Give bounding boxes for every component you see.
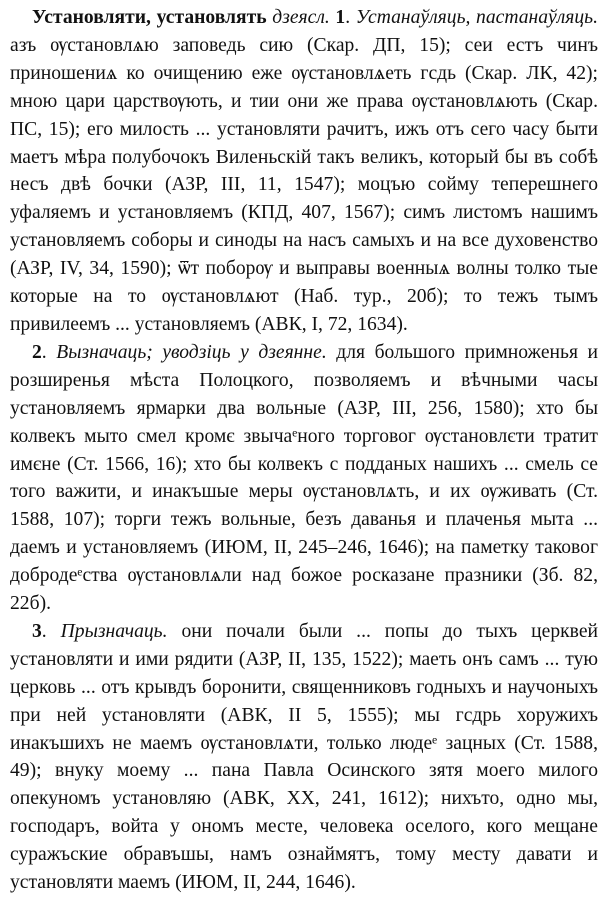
sense-gloss: Прызначаць. bbox=[60, 620, 168, 642]
sense-3-paragraph: 3. Прызначаць. они почали были ... попы до тыхъ церквей установляти и ими рядити (АЗР, II, 135, 1522); маеть онъ самъ ... тую церковь ... отъ крывдъ боронити, священниковъ годныхъ и научоныхъ при ней установляти (АВК, II 5, 1555); мы гсдрь хоружихъ инакъшихъ не маемъ ѹстановлѧти, только людеᵉ зацных (Ст. 1588, 49); внуку моему ... пана Павла Осинского зятя моего милого опекуномъ установляю (АВК, XX, 241, 1612); нихъто, одно мы, господаръ, войта у ономъ месте, человека оселого, кого мещане суражъские обравъшы, намъ ознаймятъ, тому месту давати и установляти маемъ (ИЮМ, II, 244, 1646). bbox=[10, 620, 598, 894]
sense-number: 1 bbox=[335, 7, 346, 28]
sense-1-paragraph: Установляти, установлять дзеясл. 1. Устанаўляць, пастанаўляць. азъ ѹстановлѧю заповедь сию (Скар. ДП, 15); сеи естъ чинъ приношениѧ ко очищению еже ѹстановлѧеть гсдь (Скар. ЛК, 42); мною цари царствѹють, и тии они же права ѹстановлѧють (Скар. ПС, 15); его милость ... установляти рачитъ, ижъ отъ сего часу быти маетъ мѣра полубочокъ Виленьскій такъ великъ, который бы въ собѣ несъ двѣ бочки (АЗР, III, 11, 1547); моцъю сойму теперешнего уфаляемъ и установляемъ (КПД, 407, 1567); симъ листомъ нашимъ установляемъ соборы и синоды на насъ самыхъ и на все духовенство (АЗР, IV, 34, 1590); ѿт поборѹ и выправы военныѧ волны толко тые которые на то ѹстановлѧют (Наб. тур., 20б); то тежъ тымъ привилеемъ ... установляемъ (АВК, I, 72, 1634). bbox=[10, 7, 598, 335]
sense-2-paragraph: 2. Вызначаць; уводзіць у дзеянне. для большого примноженья и розширенья мѣста Полоцкого, позволяемъ и вѣчными часы установляемъ ярмарки два вольные (АЗР, III, 256, 1580); хто бы колвекъ мыто смел кромє звычаᵉного торговог ѹстановлєти тратит имєне (Ст. 1566, 16); хто бы колвекъ с подданых нашихъ ... смель се того важити, и инакъшые меры ѹстановлѧть, и их ѹживать (Ст. 1588, 107); торги тежъ вольные, безъ даванья и плаченья мыта ... даемъ и установляемъ (ИЮМ, II, 245–246, 1646); на паметку таковог добродеᵉства ѹстановлѧли над божое росказане празники (Зб. 82, 22б). bbox=[10, 341, 599, 615]
sense-number: 3 bbox=[32, 620, 42, 642]
sense-citations: азъ ѹстановлѧю заповедь сию (Скар. ДП, 15); сеи естъ чинъ приношениѧ ко очищению еже ѹстановлѧеть гсдь (Скар. ЛК, 42); мною цари царствѹють, и тии они же права ѹстановлѧють (Скар. ПС, 15); его милость ... установляти рачитъ, ижъ отъ сего часу быти маетъ мѣра полубочокъ Виленьскій такъ великъ, который бы въ собѣ несъ двѣ бочки (АЗР, III, 11, 1547); моцъю сойму теперешнего уфаляемъ и установляемъ (КПД, 407, 1567); симъ листомъ нашимъ установляемъ соборы и синоды на насъ самыхъ и на все духовенство (АЗР, IV, 34, 1590); ѿт поборѹ и выправы военныѧ волны толко тые которые на то ѹстановлѧют (Наб. тур., 20б); то тежъ тымъ привилеемъ ... установляемъ (АВК, I, 72, 1634). bbox=[10, 34, 598, 335]
sense-number: 2 bbox=[32, 341, 42, 363]
sense-citations: они почали были ... попы до тыхъ церквей установляти и ими рядити (АЗР, II, 135, 1522); маеть онъ самъ ... тую церковь ... отъ крывдъ боронити, священниковъ годныхъ и научоныхъ при ней установляти (АВК, II 5, 1555); мы гсдрь хоружихъ инакъшихъ не маемъ ѹстановлѧти, только людеᵉ зацных (Ст. 1588, 49); внуку моему ... пана Павла Осинского зятя моего милого опекуномъ установляю (АВК, XX, 241, 1612); нихъто, одно мы, господаръ, войта у ономъ месте, человека оселого, кого мещане суражъские обравъшы, намъ ознаймятъ, тому месту давати и установляти маемъ (ИЮМ, II, 244, 1646). bbox=[10, 620, 598, 894]
sense-gloss: Устанаўляць, пастанаўляць. bbox=[355, 7, 598, 28]
grammar-label: дзеясл. bbox=[272, 7, 330, 28]
headword: Установляти, установлять bbox=[32, 7, 267, 28]
sense-gloss: Вызначаць; уводзіць у дзеянне. bbox=[56, 341, 327, 363]
sense-citations: для большого примноженья и розширенья мѣста Полоцкого, позволяемъ и вѣчными часы установляемъ ярмарки два вольные (АЗР, III, 256, 1580); хто бы колвекъ мыто смел кромє звычаᵉного торговог ѹстановлєти тратит имєне (Ст. 1566, 16); хто бы колвекъ с подданых нашихъ ... смель се того важити, и инакъшые меры ѹстановлѧть, и их ѹживать (Ст. 1588, 107); торги тежъ вольные, безъ даванья и плаченья мыта ... даемъ и установляемъ (ИЮМ, II, 245–246, 1646); на паметку таковог добродеᵉства ѹстановлѧли над божое росказане празники (Зб. 82, 22б). bbox=[10, 341, 599, 615]
